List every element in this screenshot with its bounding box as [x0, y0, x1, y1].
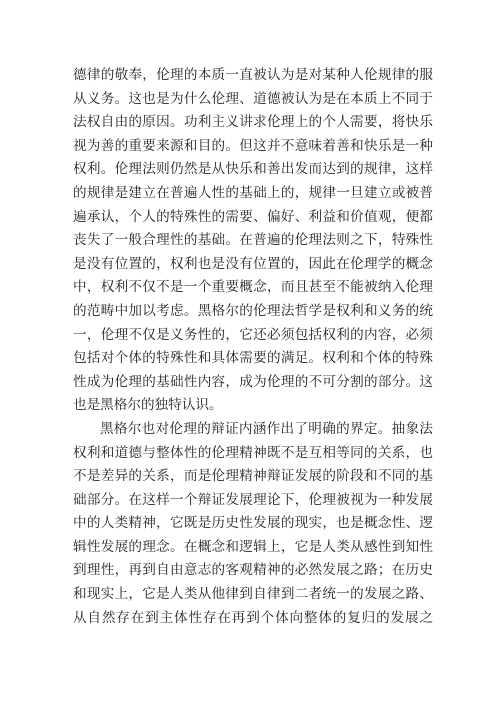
text-line: 中，权利不仅不是一个重要概念，而且甚至不能被纳入伦理: [73, 279, 433, 296]
text-line: 不是差异的关系，而是伦理精神辩证发展的阶段和不同的基: [73, 468, 433, 485]
text-line: 包括对个体的特殊性和具体需要的满足。权利和个体的特殊: [73, 350, 433, 367]
text-line: 遍承认，个人的特殊性的需要、偏好、利益和价值观，便都: [73, 208, 433, 225]
text-line: 权利。伦理法则仍然是从快乐和善出发而达到的规律，这样: [73, 161, 433, 178]
paragraph-2: [73, 418, 433, 630]
text-line: 德律的敬奉，伦理的本质一直被认为是对某种人伦规律的服: [73, 67, 433, 83]
text-line: 和现实上，它是人类从他律到自律到二者统一的发展之路、: [73, 586, 433, 603]
text-line: 视为善的重要来源和目的。但这并不意味着善和快乐是一种: [73, 137, 433, 154]
text-line: 也是黑格尔的独特认识。: [73, 397, 223, 414]
text-line: 是没有位置的，权利也是没有位置的，因此在伦理学的概念: [73, 255, 433, 272]
text-line: 权利和道德与整体性的伦理精神既不是互相等同的关系，也: [73, 444, 433, 461]
text-line: 法权自由的原因。功利主义讲求伦理上的个人需要，将快乐: [73, 114, 433, 131]
text-line: 一，伦理不仅是义务性的，它还必须包括权利的内容，必须: [73, 326, 433, 343]
text-line: 到理性，再到自由意志的客观精神的必然发展之路；在历史: [73, 562, 433, 579]
text-line: 从自然存在到主体性存在再到个体向整体的复归的发展之: [73, 609, 433, 626]
text-line: 丧失了一般合理性的基础。在普遍的伦理法则之下，特殊性: [73, 232, 433, 249]
text-line: 的规律是建立在普遍人性的基础上的，规律一旦建立或被普: [73, 184, 433, 201]
body-text: [73, 64, 433, 630]
text-line: 黑格尔也对伦理的辩证内涵作出了明确的界定。抽象法: [100, 420, 433, 437]
text-line: 中的人类精神，它既是历史性发展的现实，也是概念性、逻: [73, 515, 433, 532]
text-line: 辑性发展的理念。在概念和逻辑上，它是人类从感性到知性: [73, 538, 433, 555]
text-line: 性成为伦理的基础性内容，成为伦理的不可分割的部分。这: [73, 373, 433, 390]
text-line: 础部分。在这样一个辩证发展理论下，伦理被视为一种发展: [73, 491, 433, 508]
paragraph-1: [73, 64, 433, 418]
text-line: 的范畴中加以考虑。黑格尔的伦理法哲学是权利和义务的统: [73, 302, 433, 319]
text-line: 从义务。这也是为什么伦理、道德被认为是在本质上不同于: [73, 90, 433, 107]
